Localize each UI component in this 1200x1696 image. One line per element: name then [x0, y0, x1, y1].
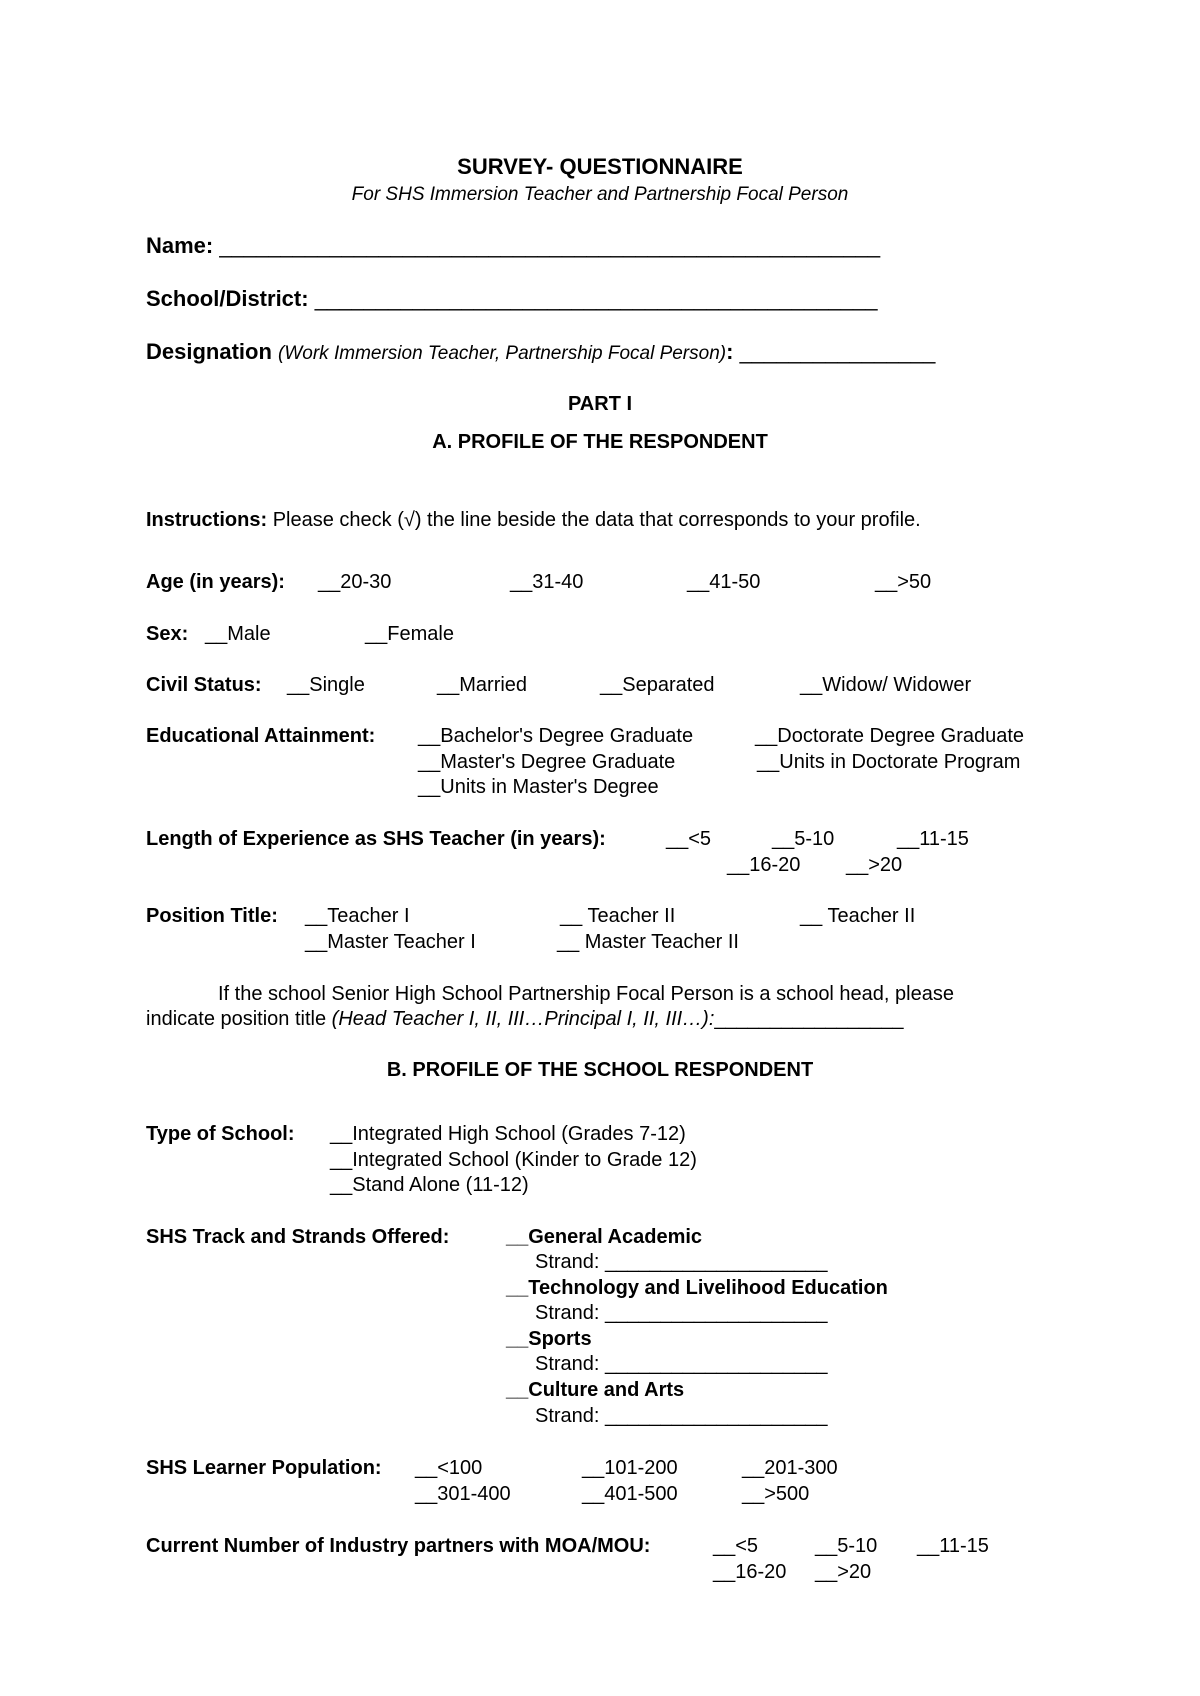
- position-option[interactable]: __Master Teacher I: [305, 931, 476, 953]
- population-option[interactable]: __201-300: [742, 1457, 838, 1479]
- sex-option[interactable]: __Male: [205, 623, 271, 645]
- head-note-italic: (Head Teacher I, II, III…Principal I, II, III…):: [331, 1008, 715, 1030]
- section-a-heading: A. PROFILE OF THE RESPONDENT: [432, 431, 768, 453]
- sex-option[interactable]: __Female: [365, 623, 454, 645]
- education-option[interactable]: __Doctorate Degree Graduate: [755, 725, 1025, 747]
- name-field: [146, 234, 880, 258]
- position-option[interactable]: __Teacher I: [305, 905, 410, 927]
- track-option[interactable]: __Sports: [506, 1328, 592, 1350]
- population-option[interactable]: __301-400: [415, 1483, 511, 1505]
- partners-option[interactable]: __<5: [713, 1535, 759, 1557]
- section-b-heading: B. PROFILE OF THE SCHOOL RESPONDENT: [386, 1059, 814, 1081]
- school-district-field: [146, 287, 878, 311]
- position-option[interactable]: __ Teacher II: [800, 905, 916, 927]
- experience-label: Length of Experience as SHS Teacher (in years):: [146, 828, 606, 850]
- strand-line[interactable]: Strand: ____________________: [535, 1302, 828, 1324]
- school-type-option[interactable]: __Integrated School (Kinder to Grade 12): [330, 1149, 697, 1171]
- experience-option[interactable]: __11-15: [897, 828, 969, 850]
- education-option[interactable]: __Bachelor's Degree Graduate: [418, 725, 694, 747]
- education-option[interactable]: __Master's Degree Graduate: [418, 751, 676, 773]
- head-position-title-line[interactable]: _________________: [714, 1008, 904, 1030]
- track-option[interactable]: __Technology and Livelihood Education: [506, 1277, 888, 1299]
- designation-label: Designation: [146, 339, 272, 364]
- age-option[interactable]: __20-30: [318, 571, 392, 593]
- strand-line[interactable]: Strand: ____________________: [535, 1251, 828, 1273]
- age-option[interactable]: __31-40: [510, 571, 584, 593]
- civil-status-option[interactable]: __Widow/ Widower: [800, 674, 972, 696]
- partners-option[interactable]: __11-15: [917, 1535, 989, 1557]
- partners-option[interactable]: __5-10: [815, 1535, 878, 1557]
- partners-option[interactable]: __>20: [815, 1561, 872, 1583]
- strand-line[interactable]: Strand: ____________________: [535, 1353, 828, 1375]
- part-heading: PART I: [567, 393, 633, 415]
- education-option[interactable]: __Units in Master's Degree: [418, 776, 659, 798]
- education-option[interactable]: __Units in Doctorate Program: [757, 751, 1021, 773]
- strand-line[interactable]: Strand: ____________________: [535, 1405, 828, 1427]
- position-option[interactable]: __ Teacher II: [560, 905, 676, 927]
- name-line[interactable]: ______________________________________________________: [219, 233, 881, 258]
- experience-option[interactable]: __>20: [846, 854, 903, 876]
- population-option[interactable]: __401-500: [582, 1483, 678, 1505]
- civil-status-option[interactable]: __Single: [287, 674, 365, 696]
- survey-title: SURVEY- QUESTIONNAIRE: [457, 154, 743, 179]
- school-type-label: Type of School:: [146, 1123, 295, 1145]
- experience-option[interactable]: __5-10: [772, 828, 835, 850]
- age-option[interactable]: __>50: [875, 571, 932, 593]
- education-label: Educational Attainment:: [146, 725, 376, 747]
- head-note-line1: If the school Senior High School Partnership Focal Person is a school head, please: [218, 983, 954, 1005]
- population-label: SHS Learner Population:: [146, 1457, 382, 1479]
- head-note-prefix: indicate position title: [146, 1008, 332, 1030]
- designation-colon: :: [726, 339, 734, 364]
- head-note-line2: [146, 1007, 904, 1031]
- school-type-option[interactable]: __Integrated High School (Grades 7-12): [330, 1123, 686, 1145]
- experience-option[interactable]: __<5: [666, 828, 712, 850]
- age-option[interactable]: __41-50: [687, 571, 761, 593]
- population-option[interactable]: __>500: [742, 1483, 810, 1505]
- civil-status-option[interactable]: __Married: [437, 674, 528, 696]
- sex-label: Sex:: [146, 623, 189, 645]
- partners-option[interactable]: __16-20: [713, 1561, 787, 1583]
- civil-status-label: Civil Status:: [146, 674, 262, 696]
- tracks-label: SHS Track and Strands Offered:: [146, 1226, 450, 1248]
- population-option[interactable]: __<100: [415, 1457, 483, 1479]
- school-district-label: School/District:: [146, 286, 309, 311]
- experience-option[interactable]: __16-20: [727, 854, 801, 876]
- position-option[interactable]: __ Master Teacher II: [557, 931, 739, 953]
- school-type-option[interactable]: __Stand Alone (11-12): [330, 1174, 529, 1196]
- survey-subtitle: For SHS Immersion Teacher and Partnership Focal Person: [351, 184, 849, 205]
- age-label: Age (in years):: [146, 571, 285, 593]
- designation-line[interactable]: ________________: [739, 339, 936, 364]
- civil-status-option[interactable]: __Separated: [600, 674, 715, 696]
- track-option[interactable]: __General Academic: [506, 1226, 703, 1248]
- designation-field: [146, 340, 935, 366]
- designation-hint: (Work Immersion Teacher, Partnership Focal Person): [278, 343, 727, 364]
- position-label: Position Title:: [146, 905, 278, 927]
- partners-label: Current Number of Industry partners with MOA/MOU:: [146, 1535, 651, 1557]
- population-option[interactable]: __101-200: [582, 1457, 678, 1479]
- name-label: Name:: [146, 233, 214, 258]
- track-option[interactable]: __Culture and Arts: [506, 1379, 685, 1401]
- school-district-line[interactable]: ______________________________________________: [314, 286, 878, 311]
- instructions-text: Please check (√) the line beside the data that corresponds to your profile.: [272, 509, 921, 531]
- instructions: [146, 508, 921, 532]
- instructions-label: Instructions:: [146, 509, 268, 531]
